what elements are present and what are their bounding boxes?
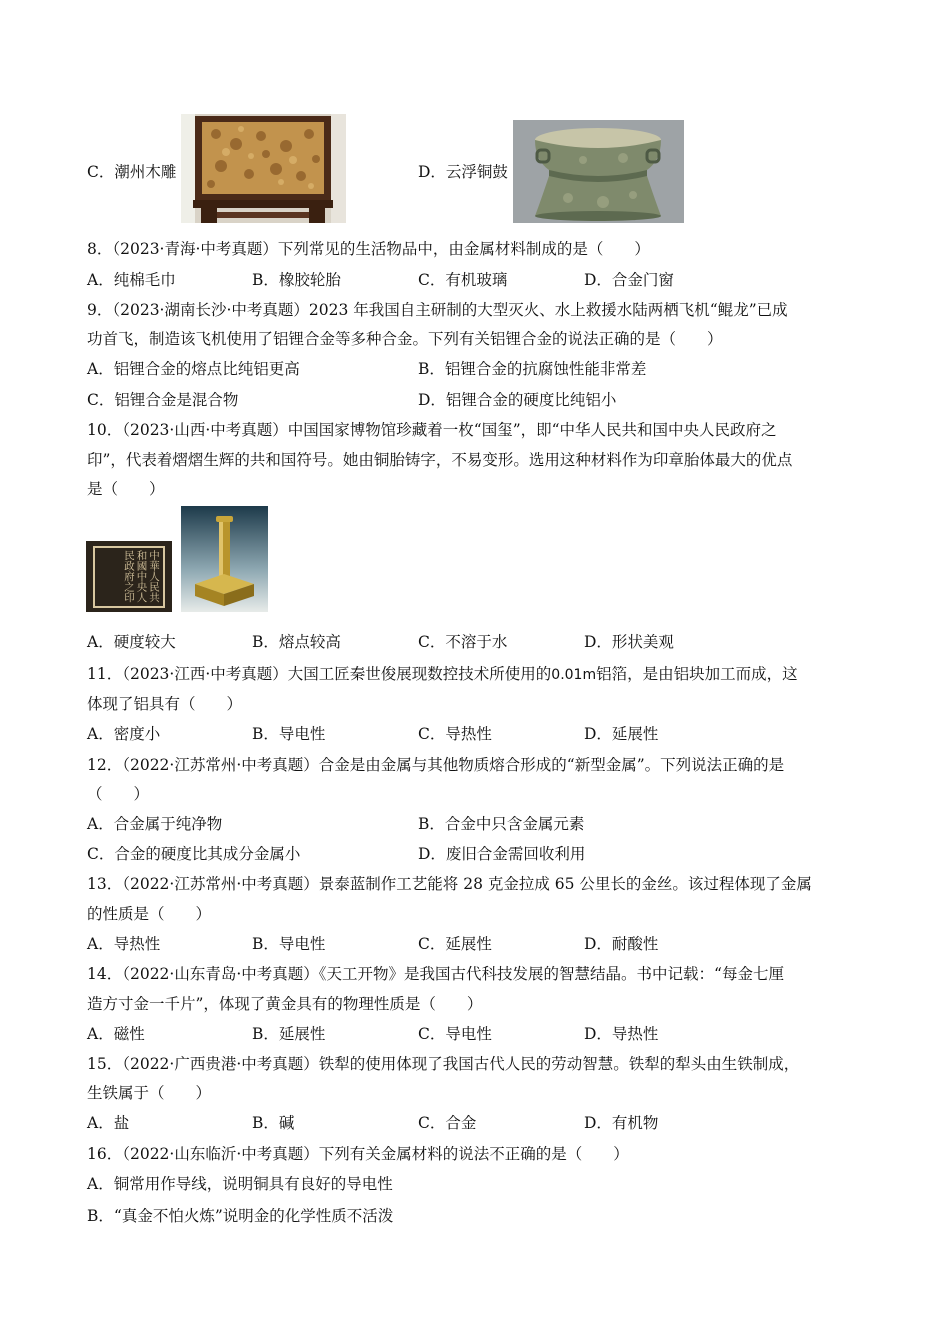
q11-option-a: A．密度小 <box>87 725 161 743</box>
q11-stem-part2: 铝箔，是由铝块加工而成，这 <box>596 665 798 683</box>
q12-option-b: B．合金中只含金属元素 <box>418 815 585 833</box>
q13-option-c: C．延展性 <box>418 935 492 953</box>
q8-option-a: A．纯棉毛巾 <box>87 271 176 289</box>
q8-stem: 8．（2023·青海·中考真题）下列常见的生活物品中，由金属材料制成的是（ ） <box>87 240 650 258</box>
q15-stem-line1: 15．（2022·广西贵港·中考真题）铁犁的使用体现了我国古代人民的劳动智慧。铁犁的犁头由生铁制成， <box>87 1055 800 1073</box>
q14-stem-line2: 造方寸金一千片”，体现了黄金具有的物理性质是（ ） <box>87 995 483 1013</box>
q8-option-d: D．合金门窗 <box>584 271 674 289</box>
q7-option-d: D．云浮铜鼓 <box>418 163 508 181</box>
woodcarving-image <box>181 114 346 223</box>
q14-stem-line1: 14．（2022·山东青岛·中考真题）《天工开物》是我国古代科技发展的智慧结晶。书中记载：“每金七厘 <box>87 965 784 983</box>
q16-option-a: A．铜常用作导线，说明铜具有良好的导电性 <box>87 1175 393 1193</box>
q10-stem-line3: 是（ ） <box>87 480 165 498</box>
q12-option-d: D．废旧合金需回收利用 <box>418 845 586 863</box>
q9-option-c: C．铝锂合金是混合物 <box>87 391 239 409</box>
q13-stem-line1: 13．（2022·江苏常州·中考真题）景泰蓝制作工艺能将 28 克金拉成 65 公里长的金丝。该过程体现了金属 <box>87 875 812 893</box>
q12-option-a: A．合金属于纯净物 <box>87 815 223 833</box>
q9-stem-line1: 9．（2023·湖南长沙·中考真题）2023 年我国自主研制的大型灭火、水上救援水陆两栖飞机“鲲龙”已成 <box>87 301 788 319</box>
q14-option-d: D．导热性 <box>584 1025 659 1043</box>
q15-option-c: C．合金 <box>418 1114 477 1132</box>
q9-option-d: D．铝锂合金的硬度比纯铝小 <box>418 391 617 409</box>
q11-stem-quantity: 0.01m <box>551 667 597 683</box>
q9-stem-line2: 功首飞，制造该飞机使用了铝锂合金等多种合金。下列有关铝锂合金的说法正确的是（ ） <box>87 330 723 348</box>
q13-option-d: D．耐酸性 <box>584 935 659 953</box>
q11-stem-line2: 体现了铝具有（ ） <box>87 695 243 713</box>
q14-option-a: A．磁性 <box>87 1025 145 1043</box>
q10-option-a: A．硬度较大 <box>87 633 176 651</box>
q9-option-b: B．铝锂合金的抗腐蚀性能非常差 <box>418 360 647 378</box>
q14-option-b: B．延展性 <box>252 1025 326 1043</box>
q10-option-b: B．熔点较高 <box>252 633 341 651</box>
q16-option-b: B．“真金不怕火炼”说明金的化学性质不活泼 <box>87 1207 394 1225</box>
q13-stem-line2: 的性质是（ ） <box>87 905 212 923</box>
q13-option-a: A．导热性 <box>87 935 161 953</box>
q10-option-c: C．不溶于水 <box>418 633 508 651</box>
q14-option-c: C．导电性 <box>418 1025 492 1043</box>
q11-stem-part1: 11．（2023·江西·中考真题）大国工匠秦世俊展现数控技术所使用的 <box>87 665 552 683</box>
q7-option-c: C．潮州木雕 <box>87 163 177 181</box>
q15-option-d: D．有机物 <box>584 1114 659 1132</box>
q11-option-d: D．延展性 <box>584 725 659 743</box>
q8-option-c: C．有机玻璃 <box>418 271 508 289</box>
q11-option-c: C．导热性 <box>418 725 492 743</box>
bronze-drum-image <box>513 120 684 223</box>
q10-stem-line2: 印”，代表着熠熠生辉的共和国符号。她由铜胎铸字，不易变形。选用这种材料作为印章胎体最大的优点 <box>87 451 793 469</box>
q10-option-d: D．形状美观 <box>584 633 674 651</box>
q12-stem-line2: （ ） <box>87 785 150 803</box>
q15-option-a: A．盐 <box>87 1114 130 1132</box>
seal-imprint-image <box>86 541 172 612</box>
q12-option-c: C．合金的硬度比其成分金属小 <box>87 845 301 863</box>
q9-option-a: A．铝锂合金的熔点比纯铝更高 <box>87 360 300 378</box>
q15-option-b: B．碱 <box>252 1114 295 1132</box>
q15-stem-line2: 生铁属于（ ） <box>87 1084 212 1102</box>
seal-object-image <box>181 506 268 612</box>
q12-stem-line1: 12．（2022·江苏常州·中考真题）合金是由金属与其他物质熔合形成的“新型金属”。下列说法正确的是 <box>87 756 785 774</box>
seal-text: 中華人民共和國中央人民政府之印 <box>123 550 160 603</box>
q11-option-b: B．导电性 <box>252 725 326 743</box>
q10-stem-line1: 10．（2023·山西·中考真题）中国国家博物馆珍藏着一枚“国玺”，即“中华人民共和国中央人民政府之 <box>87 421 777 439</box>
q13-option-b: B．导电性 <box>252 935 326 953</box>
q8-option-b: B．橡胶轮胎 <box>252 271 341 289</box>
q16-stem: 16．（2022·山东临沂·中考真题）下列有关金属材料的说法不正确的是（ ） <box>87 1145 629 1163</box>
q11-stem-line1 <box>87 664 798 685</box>
